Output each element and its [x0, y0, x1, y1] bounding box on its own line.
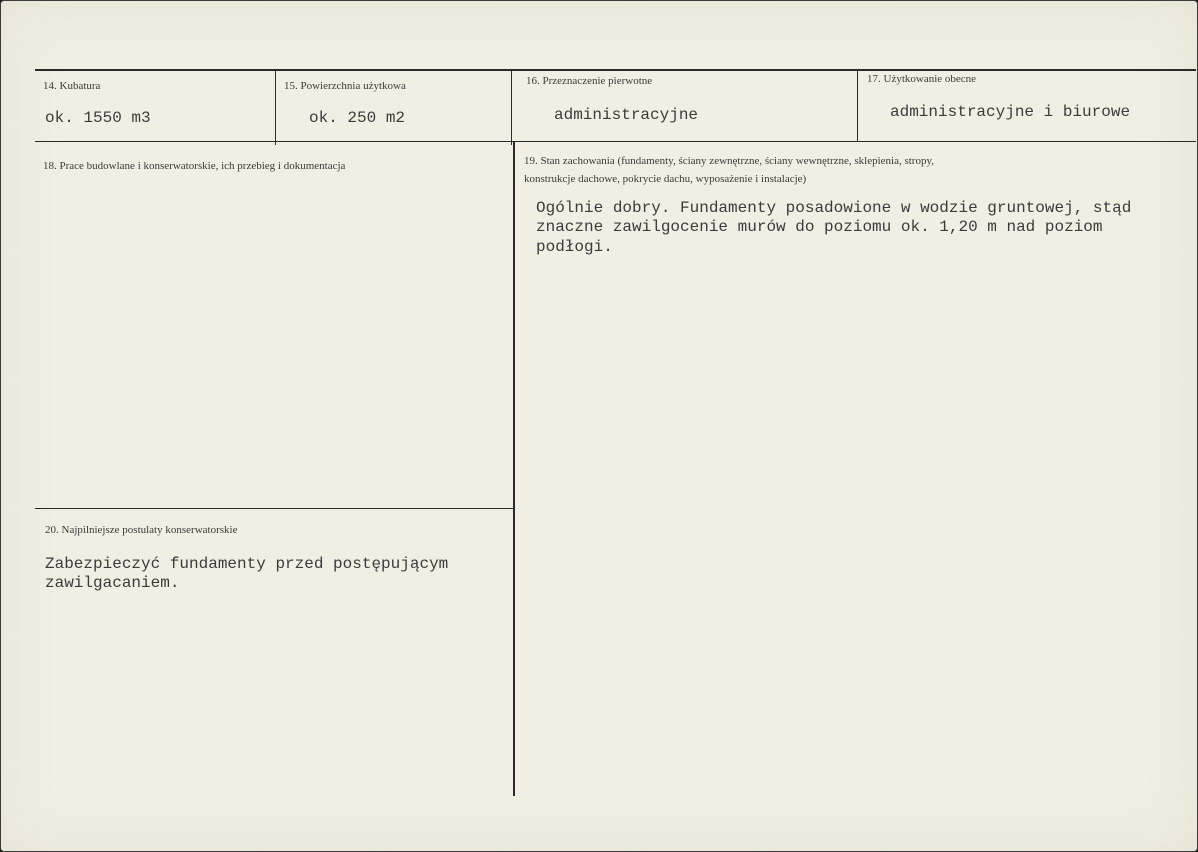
field-16-value: administracyjne: [554, 106, 699, 124]
field-19-label-line2: konstrukcje dachowe, pokrycie dachu, wyposażenie i instalacje): [524, 173, 807, 185]
divider-main-vertical: [513, 142, 515, 796]
field-19-text-line1: Ogólnie dobry. Fundamenty posadowione w wodzie gruntowej, stąd: [536, 199, 1132, 217]
field-19-text-line3: podłogi.: [536, 238, 613, 256]
divider-16-17: [857, 71, 858, 141]
field-16-label: 16. Przeznaczenie pierwotne: [526, 75, 653, 87]
field-18-label: 18. Prace budowlane i konserwatorskie, ich przebieg i dokumentacja: [43, 160, 346, 172]
field-20-text-line2: zawilgacaniem.: [45, 574, 180, 592]
row-divider-1: [35, 141, 1196, 142]
divider-14-15: [275, 71, 276, 145]
field-14-label: 14. Kubatura: [43, 80, 101, 92]
field-19-text-line2: znaczne zawilgocenie murów do poziomu ok. 1,20 m nad poziom: [536, 218, 1103, 236]
field-17-label: 17. Użytkowanie obecne: [867, 73, 977, 85]
field-14-value: ok. 1550 m3: [45, 109, 151, 127]
field-17-value: administracyjne i biurowe: [890, 103, 1131, 121]
divider-18-20: [35, 508, 514, 509]
field-15-label: 15. Powierzchnia użytkowa: [284, 80, 406, 92]
top-rule: [35, 69, 1196, 71]
field-20-label: 20. Najpilniejsze postulaty konserwatorskie: [45, 524, 238, 536]
divider-15-16: [511, 71, 512, 145]
field-20-text-line1: Zabezpieczyć fundamenty przed postępującym: [45, 555, 449, 573]
field-19-label-line1: 19. Stan zachowania (fundamenty, ściany zewnętrzne, ściany wewnętrzne, sklepienia, stropy,: [524, 155, 935, 167]
field-15-value: ok. 250 m2: [309, 109, 406, 127]
